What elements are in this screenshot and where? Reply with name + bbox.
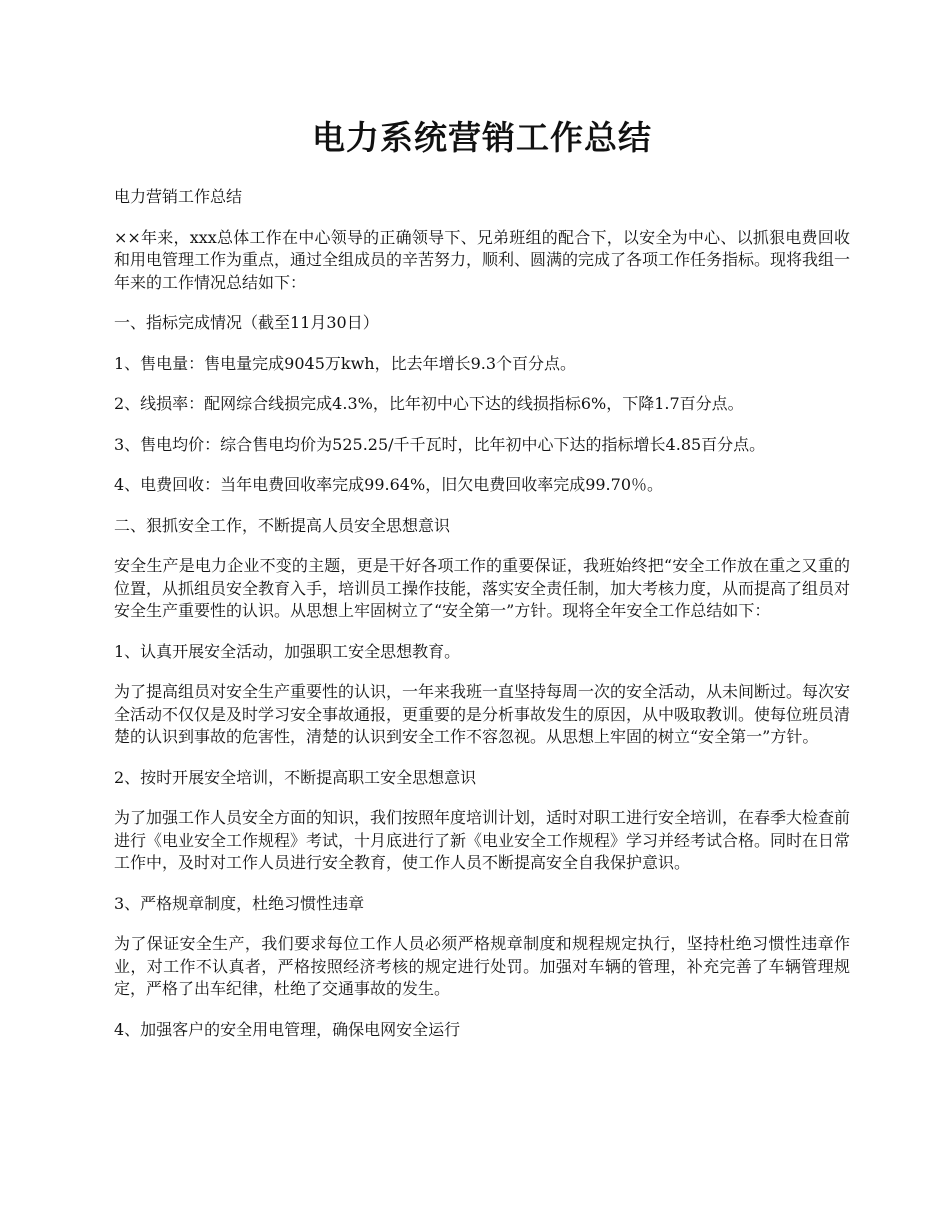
- sub2-heading: 2、按时开展安全培训，不断提高职工安全思想意识: [114, 767, 477, 787]
- sub2-body: 为了加强工作人员安全方面的知识，我们按照年度培训计划，适时对职工进行安全培训，在春季大检查前进行《电业安全工作规程》考试，十月底进行了新《电业安全工作规程》学习并经考试合格。同时在日常工作中，及时对工作人员进行安全教育，使工作人员不断提高安全自我保护意识。: [114, 808, 851, 872]
- item-average-price: 3、售电均价：综合售电均价为525.25/千千瓦时，比年初中心下达的指标增长4.85百分点。: [114, 434, 766, 454]
- section2-heading: 二、狠抓安全工作，不断提高人员安全思想意识: [114, 515, 451, 535]
- sub3-body: 为了保证安全生产，我们要求每位工作人员必须严格规章制度和规程规定执行，坚持杜绝习惯性违章作业，对工作不认真者，严格按照经济考核的规定进行处罚。加强对车辆的管理，补充完善了车辆管理规定，严格了出车纪律，杜绝了交通事故的发生。: [114, 934, 850, 998]
- item-fee-recovery: 4、电费回收：当年电费回收率完成99.64%，旧欠电费回收率完成99.70％。: [114, 475, 663, 494]
- section2-intro: 安全生产是电力企业不变的主题，更是干好各项工作的重要保证，我班始终把“安全工作放在重之又重的位置，从抓组员安全教育入手，培训员工操作技能，落实安全责任制，加大考核力度，从而提高了组员对安全生产重要性的认识。从思想上牢固树立了“安全第一”方针。现将全年安全工作总结如下：: [114, 556, 851, 620]
- document-title: 电力系统营销工作总结: [312, 118, 652, 157]
- sub1-heading: 1、认真开展安全活动，加强职工安全思想教育。: [114, 641, 461, 661]
- sub3-heading: 3、严格规章制度，杜绝习惯性违章: [114, 893, 365, 913]
- document-subtitle: 电力营销工作总结: [114, 187, 243, 206]
- sub4-heading: 4、加强客户的安全用电管理，确保电网安全运行: [114, 1019, 461, 1039]
- sub1-body: 为了提高组员对安全生产重要性的认识，一年来我班一直坚持每周一次的安全活动，从未间断过。每次安全活动不仅仅是及时学习安全事故通报，更重要的是分析事故发生的原因，从中吸取教训。使每位班员清楚的认识到事故的危害性，清楚的认识到安全工作不容忽视。从思想上牢固的树立“安全第一”方针。: [114, 682, 851, 746]
- item-line-loss: 2、线损率：配网综合线损完成4.3%，比年初中心下达的线损指标6%，下降1.7百分点。: [114, 394, 744, 413]
- section1-heading: 一、指标完成情况（截至11月30日）: [114, 313, 379, 332]
- item-sales-volume: 1、售电量：售电量完成9045万kwh，比去年增长9.3个百分点。: [114, 353, 577, 373]
- intro-paragraph: ××年来，xxx总体工作在中心领导的正确领导下、兄弟班组的配合下，以安全为中心、以抓狠电费回收和用电管理工作为重点，通过全组成员的辛苦努力，顺利、圆满的完成了各项工作任务指标。现将我组一年来的工作情况总结如下：: [114, 227, 851, 292]
